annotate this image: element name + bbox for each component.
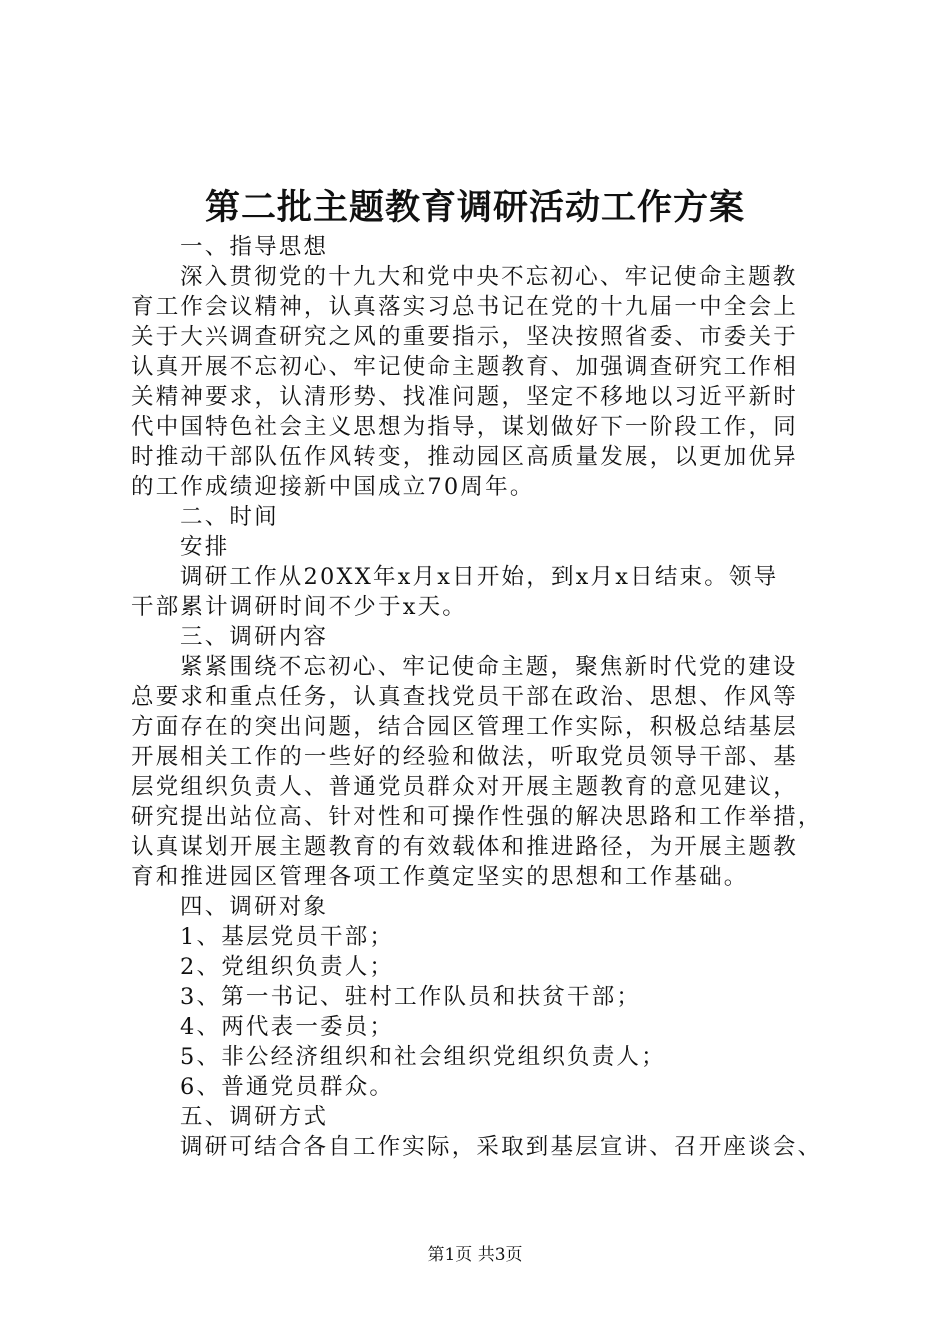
paragraph-line: 代中国特色社会主义思想为指导，谋划做好下一阶段工作，同	[131, 414, 798, 440]
paragraph-line: 总要求和重点任务，认真查找党员干部在政治、思想、作风等	[131, 684, 798, 710]
section-heading-arrangement: 安排	[180, 534, 230, 560]
paragraph-line: 认真谋划开展主题教育的有效载体和推进路径，为开展主题教	[131, 834, 798, 860]
paragraph-line: 层党组织负责人、普通党员群众对开展主题教育的意见建议，	[131, 774, 798, 800]
paragraph-line: 关精神要求，认清形势、找准问题，坚定不移地以习近平新时	[131, 384, 798, 410]
paragraph-line: 研究提出站位高、针对性和可操作性强的解决思路和工作举措，	[131, 804, 823, 830]
paragraph-line: 育工作会议精神，认真落实习总书记在党的十九届一中全会上	[131, 294, 798, 320]
paragraph-line: 调研可结合各自工作实际，采取到基层宣讲、召开座谈会、	[180, 1134, 823, 1160]
document-title: 第二批主题教育调研活动工作方案	[204, 187, 745, 228]
section-heading-guiding-ideology: 一、指导思想	[180, 234, 329, 260]
list-item: 4、两代表一委员；	[180, 1014, 395, 1040]
section-heading-research-methods: 五、调研方式	[180, 1104, 329, 1130]
section-heading-research-targets: 四、调研对象	[180, 894, 329, 920]
paragraph-line: 时推动干部队伍作风转变，推动园区高质量发展，以更加优异	[131, 444, 798, 470]
paragraph-line: 紧紧围绕不忘初心、牢记使命主题，聚焦新时代党的建设	[180, 654, 798, 680]
document-body	[131, 232, 831, 1162]
list-item: 3、第一书记、驻村工作队员和扶贫干部；	[180, 984, 642, 1010]
page-footer: 第1页 共3页	[427, 1245, 523, 1265]
paragraph-line: 关于大兴调查研究之风的重要指示，坚决按照省委、市委关于	[131, 324, 798, 350]
paragraph-line: 开展相关工作的一些好的经验和做法，听取党员领导干部、基	[131, 744, 798, 770]
section-heading-research-content: 三、调研内容	[180, 624, 329, 650]
list-item: 1、基层党员干部；	[180, 924, 395, 950]
list-item: 5、非公经济组织和社会组织党组织负责人；	[180, 1044, 666, 1070]
paragraph-line: 认真开展不忘初心、牢记使命主题教育、加强调查研究工作相	[131, 354, 798, 380]
section-heading-time: 二、时间	[180, 504, 279, 530]
paragraph-line: 干部累计调研时间不少于x天。	[131, 594, 467, 620]
paragraph-line: 深入贯彻党的十九大和党中央不忘初心、牢记使命主题教	[180, 264, 798, 290]
list-item: 6、普通党员群众。	[180, 1074, 395, 1100]
paragraph-line: 育和推进园区管理各项工作奠定坚实的思想和工作基础。	[131, 864, 749, 890]
paragraph-line: 调研工作从20XX年x月x日开始，到x月x日结束。领导	[180, 564, 779, 590]
paragraph-line: 的工作成绩迎接新中国成立70周年。	[131, 474, 535, 500]
paragraph-line: 方面存在的突出问题，结合园区管理工作实际，积极总结基层	[131, 714, 798, 740]
list-item: 2、党组织负责人；	[180, 954, 395, 980]
